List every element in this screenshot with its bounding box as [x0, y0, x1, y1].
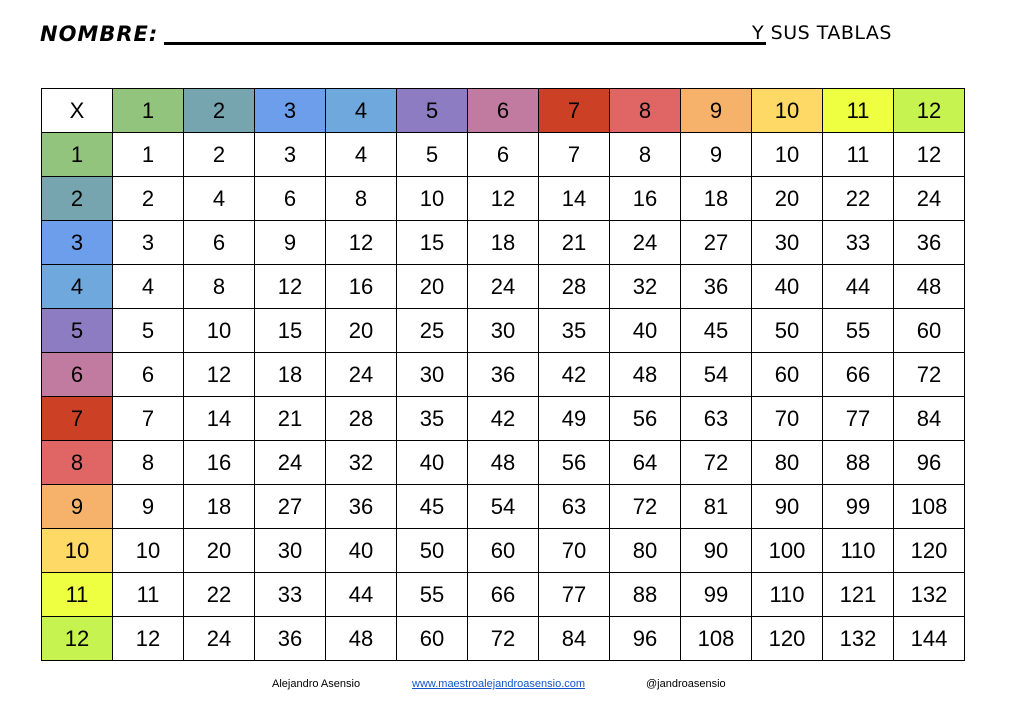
product-cell: 6	[255, 177, 326, 221]
product-cell: 80	[752, 441, 823, 485]
product-cell: 110	[823, 529, 894, 573]
product-cell: 99	[681, 573, 752, 617]
product-cell: 9	[113, 485, 184, 529]
product-cell: 60	[894, 309, 965, 353]
product-cell: 24	[326, 353, 397, 397]
product-cell: 3	[255, 133, 326, 177]
product-cell: 12	[468, 177, 539, 221]
product-cell: 25	[397, 309, 468, 353]
product-cell: 96	[894, 441, 965, 485]
product-cell: 14	[184, 397, 255, 441]
column-header-3: 3	[255, 89, 326, 133]
product-cell: 72	[610, 485, 681, 529]
corner-cell: X	[42, 89, 113, 133]
product-cell: 72	[894, 353, 965, 397]
product-cell: 24	[184, 617, 255, 661]
product-cell: 27	[681, 221, 752, 265]
header-row	[42, 89, 965, 133]
column-header-4: 4	[326, 89, 397, 133]
table-row	[42, 353, 965, 397]
product-cell: 3	[113, 221, 184, 265]
subtitle: Y SUS TABLAS	[752, 22, 892, 44]
product-cell: 55	[823, 309, 894, 353]
product-cell: 90	[752, 485, 823, 529]
product-cell: 2	[113, 177, 184, 221]
product-cell: 60	[397, 617, 468, 661]
table-row	[42, 441, 965, 485]
product-cell: 8	[184, 265, 255, 309]
product-cell: 49	[539, 397, 610, 441]
product-cell: 81	[681, 485, 752, 529]
product-cell: 44	[326, 573, 397, 617]
product-cell: 12	[184, 353, 255, 397]
product-cell: 10	[397, 177, 468, 221]
name-write-line	[164, 42, 766, 45]
product-cell: 108	[894, 485, 965, 529]
product-cell: 56	[539, 441, 610, 485]
table-row	[42, 397, 965, 441]
product-cell: 24	[255, 441, 326, 485]
table-row	[42, 485, 965, 529]
product-cell: 72	[468, 617, 539, 661]
column-header-10: 10	[752, 89, 823, 133]
product-cell: 30	[468, 309, 539, 353]
product-cell: 35	[397, 397, 468, 441]
product-cell: 11	[823, 133, 894, 177]
product-cell: 121	[823, 573, 894, 617]
product-cell: 5	[113, 309, 184, 353]
product-cell: 50	[752, 309, 823, 353]
product-cell: 30	[752, 221, 823, 265]
product-cell: 40	[610, 309, 681, 353]
product-cell: 66	[468, 573, 539, 617]
product-cell: 33	[255, 573, 326, 617]
header	[40, 20, 940, 54]
footer-handle: @jandroasensio	[646, 678, 726, 690]
product-cell: 64	[610, 441, 681, 485]
product-cell: 10	[184, 309, 255, 353]
column-header-1: 1	[113, 89, 184, 133]
product-cell: 4	[326, 133, 397, 177]
product-cell: 18	[255, 353, 326, 397]
product-cell: 15	[255, 309, 326, 353]
product-cell: 110	[752, 573, 823, 617]
product-cell: 16	[610, 177, 681, 221]
product-cell: 18	[681, 177, 752, 221]
product-cell: 70	[752, 397, 823, 441]
table-row	[42, 133, 965, 177]
product-cell: 72	[681, 441, 752, 485]
product-cell: 6	[184, 221, 255, 265]
product-cell: 20	[326, 309, 397, 353]
product-cell: 132	[894, 573, 965, 617]
product-cell: 11	[113, 573, 184, 617]
column-header-12: 12	[894, 89, 965, 133]
product-cell: 144	[894, 617, 965, 661]
product-cell: 36	[468, 353, 539, 397]
product-cell: 45	[681, 309, 752, 353]
multiplication-table	[41, 88, 965, 661]
product-cell: 7	[539, 133, 610, 177]
product-cell: 8	[326, 177, 397, 221]
column-header-8: 8	[610, 89, 681, 133]
product-cell: 88	[610, 573, 681, 617]
product-cell: 7	[113, 397, 184, 441]
row-header-7: 7	[42, 397, 113, 441]
product-cell: 22	[184, 573, 255, 617]
product-cell: 96	[610, 617, 681, 661]
product-cell: 77	[823, 397, 894, 441]
product-cell: 30	[397, 353, 468, 397]
product-cell: 30	[255, 529, 326, 573]
product-cell: 42	[539, 353, 610, 397]
table-row	[42, 573, 965, 617]
product-cell: 5	[397, 133, 468, 177]
row-header-1: 1	[42, 133, 113, 177]
product-cell: 120	[752, 617, 823, 661]
column-header-5: 5	[397, 89, 468, 133]
table-row	[42, 221, 965, 265]
product-cell: 15	[397, 221, 468, 265]
product-cell: 8	[610, 133, 681, 177]
product-cell: 2	[184, 133, 255, 177]
nombre-label: NOMBRE:	[40, 22, 159, 46]
product-cell: 44	[823, 265, 894, 309]
product-cell: 36	[255, 617, 326, 661]
product-cell: 20	[184, 529, 255, 573]
product-cell: 6	[468, 133, 539, 177]
product-cell: 48	[610, 353, 681, 397]
product-cell: 8	[113, 441, 184, 485]
multiplication-table-body	[42, 89, 965, 661]
product-cell: 33	[823, 221, 894, 265]
row-header-12: 12	[42, 617, 113, 661]
product-cell: 56	[610, 397, 681, 441]
product-cell: 4	[184, 177, 255, 221]
product-cell: 18	[184, 485, 255, 529]
product-cell: 66	[823, 353, 894, 397]
product-cell: 6	[113, 353, 184, 397]
product-cell: 16	[184, 441, 255, 485]
column-header-7: 7	[539, 89, 610, 133]
product-cell: 48	[468, 441, 539, 485]
column-header-11: 11	[823, 89, 894, 133]
footer-website-link[interactable]: www.maestroalejandroasensio.com	[412, 678, 586, 690]
product-cell: 99	[823, 485, 894, 529]
product-cell: 63	[681, 397, 752, 441]
product-cell: 45	[397, 485, 468, 529]
row-header-2: 2	[42, 177, 113, 221]
product-cell: 36	[326, 485, 397, 529]
product-cell: 21	[539, 221, 610, 265]
footer	[0, 678, 1024, 696]
product-cell: 100	[752, 529, 823, 573]
product-cell: 20	[397, 265, 468, 309]
product-cell: 88	[823, 441, 894, 485]
product-cell: 9	[681, 133, 752, 177]
table-row	[42, 617, 965, 661]
row-header-10: 10	[42, 529, 113, 573]
product-cell: 35	[539, 309, 610, 353]
product-cell: 14	[539, 177, 610, 221]
column-header-2: 2	[184, 89, 255, 133]
product-cell: 80	[610, 529, 681, 573]
product-cell: 27	[255, 485, 326, 529]
product-cell: 32	[610, 265, 681, 309]
product-cell: 21	[255, 397, 326, 441]
row-header-5: 5	[42, 309, 113, 353]
product-cell: 1	[113, 133, 184, 177]
product-cell: 28	[539, 265, 610, 309]
product-cell: 12	[326, 221, 397, 265]
product-cell: 84	[539, 617, 610, 661]
product-cell: 18	[468, 221, 539, 265]
product-cell: 40	[397, 441, 468, 485]
product-cell: 60	[752, 353, 823, 397]
product-cell: 12	[255, 265, 326, 309]
product-cell: 24	[610, 221, 681, 265]
product-cell: 84	[894, 397, 965, 441]
product-cell: 16	[326, 265, 397, 309]
row-header-8: 8	[42, 441, 113, 485]
table-row	[42, 529, 965, 573]
product-cell: 12	[113, 617, 184, 661]
row-header-11: 11	[42, 573, 113, 617]
product-cell: 54	[468, 485, 539, 529]
product-cell: 12	[894, 133, 965, 177]
product-cell: 54	[681, 353, 752, 397]
product-cell: 40	[326, 529, 397, 573]
row-header-6: 6	[42, 353, 113, 397]
product-cell: 90	[681, 529, 752, 573]
table-row	[42, 309, 965, 353]
product-cell: 70	[539, 529, 610, 573]
product-cell: 9	[255, 221, 326, 265]
product-cell: 10	[752, 133, 823, 177]
product-cell: 24	[468, 265, 539, 309]
product-cell: 36	[681, 265, 752, 309]
product-cell: 120	[894, 529, 965, 573]
footer-author: Alejandro Asensio	[272, 678, 361, 690]
product-cell: 48	[326, 617, 397, 661]
product-cell: 22	[823, 177, 894, 221]
product-cell: 50	[397, 529, 468, 573]
product-cell: 60	[468, 529, 539, 573]
product-cell: 63	[539, 485, 610, 529]
column-header-9: 9	[681, 89, 752, 133]
product-cell: 48	[894, 265, 965, 309]
product-cell: 28	[326, 397, 397, 441]
product-cell: 4	[113, 265, 184, 309]
product-cell: 77	[539, 573, 610, 617]
product-cell: 42	[468, 397, 539, 441]
column-header-6: 6	[468, 89, 539, 133]
product-cell: 132	[823, 617, 894, 661]
row-header-4: 4	[42, 265, 113, 309]
product-cell: 32	[326, 441, 397, 485]
product-cell: 55	[397, 573, 468, 617]
product-cell: 20	[752, 177, 823, 221]
row-header-9: 9	[42, 485, 113, 529]
product-cell: 36	[894, 221, 965, 265]
product-cell: 108	[681, 617, 752, 661]
row-header-3: 3	[42, 221, 113, 265]
product-cell: 24	[894, 177, 965, 221]
product-cell: 10	[113, 529, 184, 573]
table-row	[42, 177, 965, 221]
product-cell: 40	[752, 265, 823, 309]
table-row	[42, 265, 965, 309]
